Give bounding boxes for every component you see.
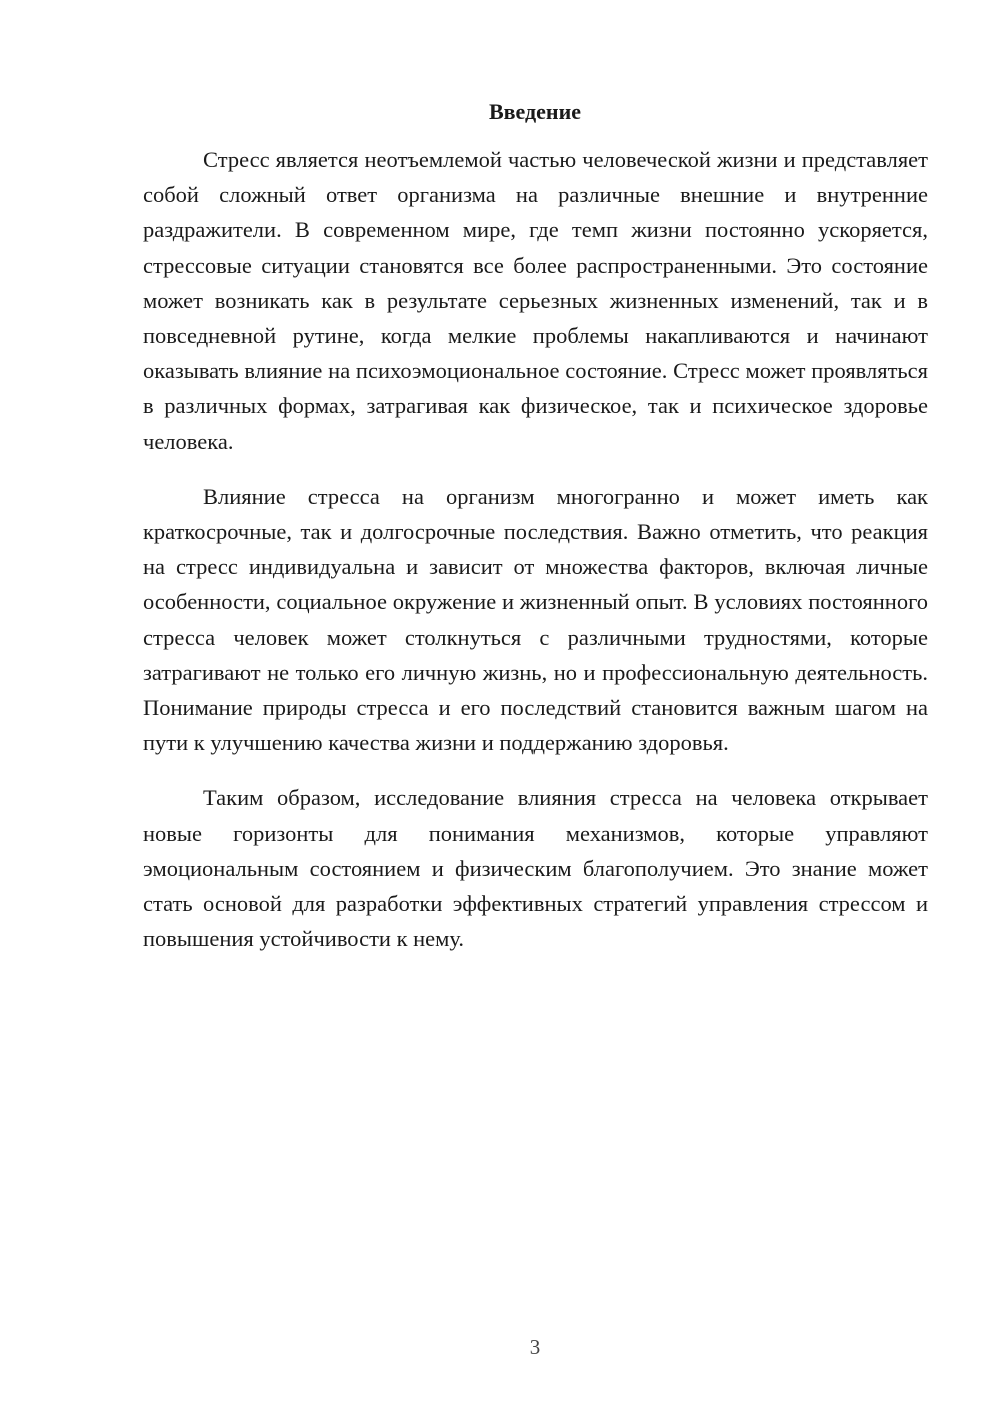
paragraph-1: Стресс является неотъемлемой частью человеческой жизни и представляет собой сложный ответ организма на различные внешние и внутренние раздражители. В современном мире, где темп жизни постоянно ускоряется, стрессовые ситуации становятся все более распространенными. Это состояние может возникать как в результате серьезных жизненных изменений, так и в повседневной рутине, когда мелкие проблемы накапливаются и начинают оказывать влияние на психоэмоциональное состояние. Стресс может проявляться в различных формах, затрагивая как физическое, так и психическое здоровье человека. — [143, 147, 928, 454]
paragraph-2: Влияние стресса на организм многогранно и может иметь как краткосрочные, так и долгосрочные последствия. Важно отметить, что реакция на стресс индивидуальна и зависит от множества факторов, включая личные особенности, социальное окружение и жизненный опыт. В условиях постоянного стресса человек может столкнуться с различными трудностями, которые затрагивают не только его личную жизнь, но и профессиональную деятельность. Понимание природы стресса и его последствий становится важным шагом на пути к улучшению качества жизни и поддержанию здоровья. — [143, 483, 928, 756]
document-body — [143, 142, 928, 956]
page-number: 3 — [529, 1335, 541, 1359]
section-heading: Введение — [488, 99, 582, 124]
paragraph-3: Таким образом, исследование влияния стресса на человека открывает новые горизонты для понимания механизмов, которые управляют эмоциональным состоянием и физическим благополучием. Это знание может стать основой для разработки эффективных стратегий управления стрессом и повышения устойчивости к нему. — [143, 785, 928, 952]
